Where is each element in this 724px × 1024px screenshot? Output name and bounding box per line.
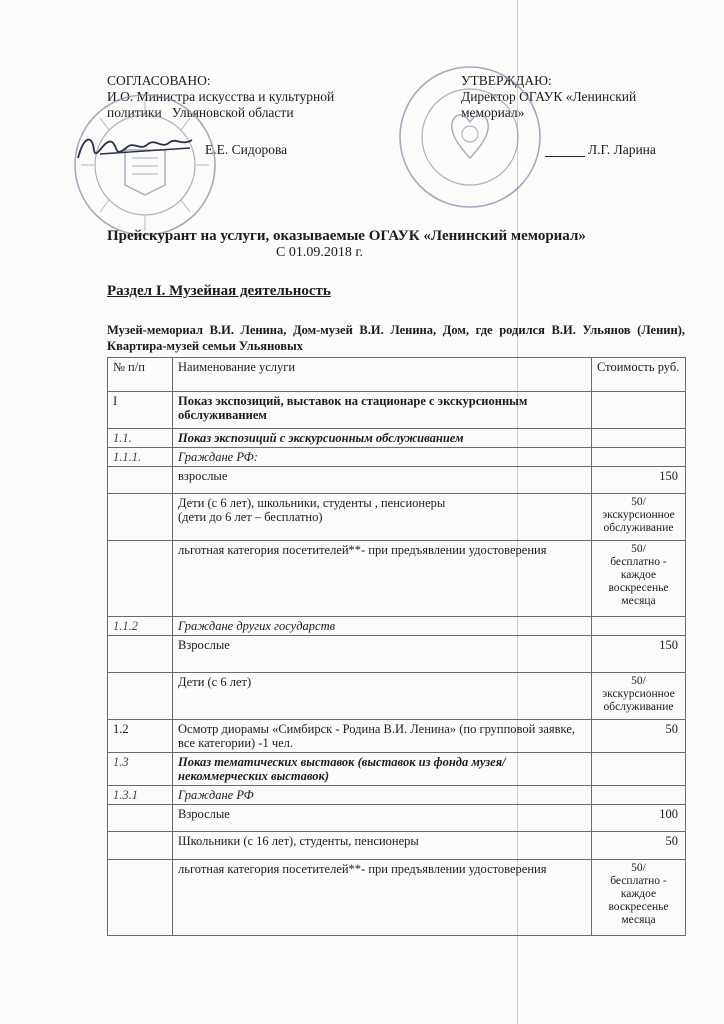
row-num: 1.1.1. [108,448,173,467]
approval-right-signatory: Л.Г. Ларина [588,142,656,157]
table-row [108,636,686,673]
row-price [592,753,686,786]
table-row [108,467,686,494]
table-header-row [108,358,686,392]
table-row [108,786,686,805]
approval-right-line1: Директор ОГАУК «Ленинский [461,89,637,104]
row-service-name: Взрослые [173,636,592,673]
approval-left-line1: И.О. Министра искусства и культурной [107,89,335,104]
table-row [108,832,686,860]
row-num [108,860,173,936]
table-row [108,392,686,429]
document-title: Прейскурант на услуги, оказываемые ОГАУК «Ленинский мемориал» [107,228,586,244]
row-price: 50 [592,832,686,860]
row-num: I [108,392,173,429]
table-row [108,805,686,832]
row-price: 50/ экскурсионное обслуживание [592,673,686,720]
row-service-name: Показ экспозиций, выставок на стационаре с экскурсионным обслуживанием [173,392,592,429]
row-service-name: Показ экспозиций с экскурсионным обслуживанием [173,429,592,448]
table-row [108,448,686,467]
row-service-name: Граждане РФ: [173,448,592,467]
row-price: 150 [592,636,686,673]
row-num: 1.2 [108,720,173,753]
header-name: Наименование услуги [173,358,592,392]
row-price: 50 [592,720,686,753]
row-service-name: Показ тематических выставок (выставок из фонда музея/некоммерческих выставок) [173,753,592,786]
row-price [592,392,686,429]
intro-text: Музей-мемориал В.И. Ленина, Дом-музей В.И. Ленина, Дом, где родился В.И. Ульянов (Ленин), Квартира-музей семьи Ульяновых [107,323,685,353]
price-table [107,357,686,936]
row-num [108,541,173,617]
row-price [592,786,686,805]
row-price: 50/ бесплатно - каждое воскресенье месяца [592,541,686,617]
round-stamp-right [395,62,545,212]
row-service-name: Школьники (с 16 лет), студенты, пенсионеры [173,832,592,860]
row-num: 1.1.2 [108,617,173,636]
row-service-name: льготная категория посетителей**- при предъявлении удостоверения [173,541,592,617]
header-num: № п/п [108,358,173,392]
row-service-name: Дети (с 6 лет) [173,673,592,720]
row-num [108,805,173,832]
row-price [592,617,686,636]
header-price: Стоимость руб. [592,358,686,392]
row-num: 1.3.1 [108,786,173,805]
row-num [108,832,173,860]
table-row [108,617,686,636]
table-row [108,429,686,448]
document-date: С 01.09.2018 г. [276,245,364,260]
row-price: 50/ экскурсионное обслуживание [592,494,686,541]
approval-right-line2: мемориал» [461,105,525,120]
row-price [592,448,686,467]
table-row [108,720,686,753]
table-row [108,860,686,936]
row-num [108,673,173,720]
row-price: 50/ бесплатно - каждое воскресенье месяца [592,860,686,936]
table-row [108,673,686,720]
row-service-name: Осмотр диорамы «Симбирск - Родина В.И. Ленина» (по групповой заявке, все категории) -1 чел. [173,720,592,753]
approval-left-line2: политики Ульяновской области [107,105,294,120]
row-service-name: взрослые [173,467,592,494]
row-service-name: Граждане РФ [173,786,592,805]
row-service-name: льготная категория посетителей**- при предъявлении удостоверения [173,860,592,936]
row-price: 150 [592,467,686,494]
signature-line-right [545,156,585,157]
row-service-name: Граждане других государств [173,617,592,636]
row-service-name: Взрослые [173,805,592,832]
table-row [108,541,686,617]
row-price: 100 [592,805,686,832]
table-row [108,753,686,786]
approval-left-heading: СОГЛАСОВАНО: [107,73,211,88]
table-row [108,494,686,541]
approval-right-heading: УТВЕРЖДАЮ: [461,73,552,88]
signature-left [70,128,200,168]
row-price [592,429,686,448]
row-num: 1.3 [108,753,173,786]
row-service-name: Дети (с 6 лет), школьники, студенты , пенсионеры (дети до 6 лет – бесплатно) [173,494,592,541]
approval-left-signatory: Е.Е. Сидорова [205,142,288,157]
row-num [108,467,173,494]
row-num: 1.1. [108,429,173,448]
section-heading: Раздел I. Музейная деятельность [107,283,331,299]
row-num [108,494,173,541]
row-num [108,636,173,673]
